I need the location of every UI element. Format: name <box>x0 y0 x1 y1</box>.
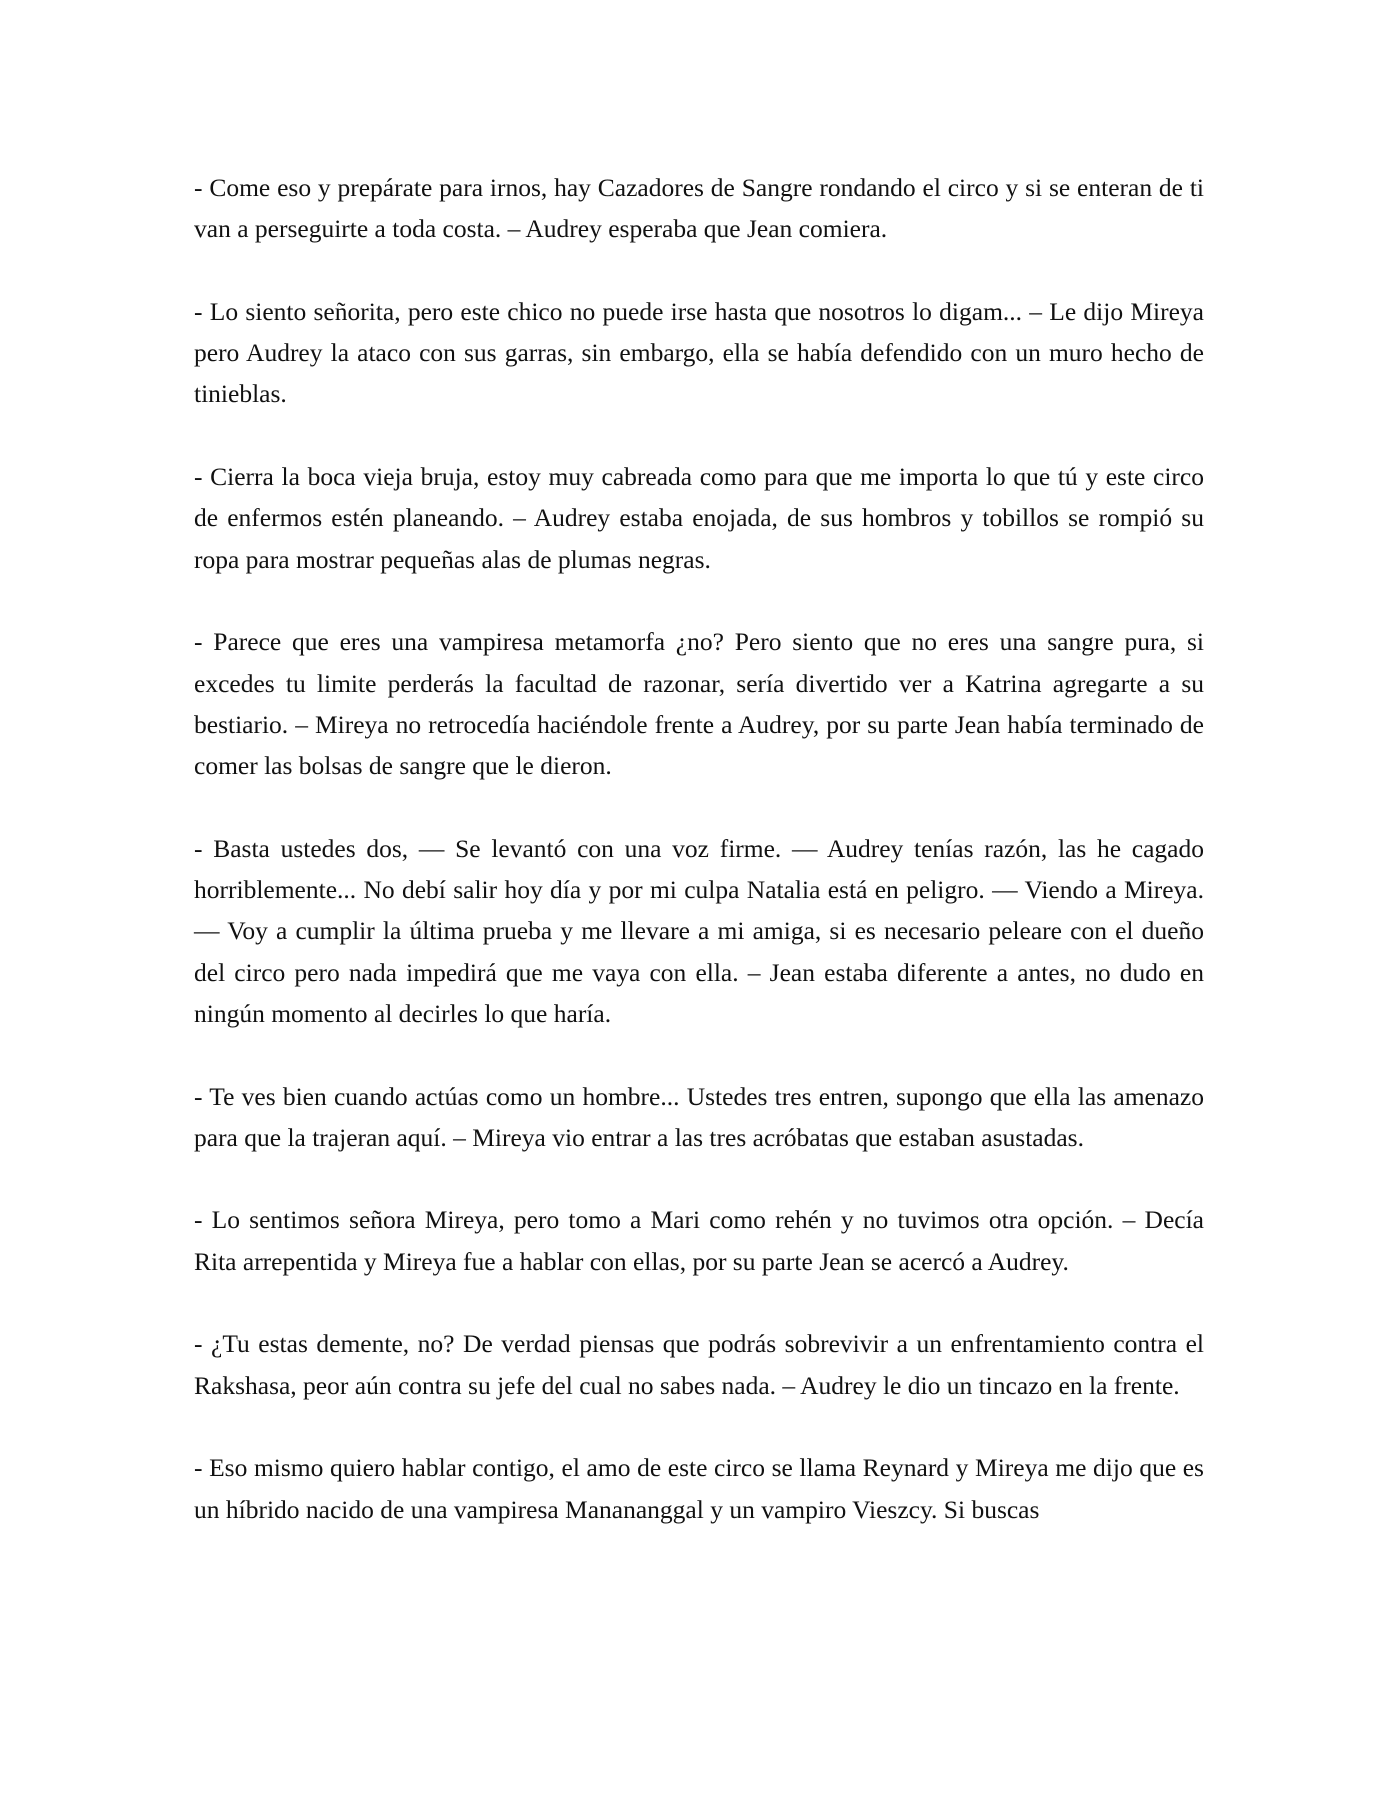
paragraph: - ¿Tu estas demente, no? De verdad piensas que podrás sobrevivir a un enfrentamiento contra el Rakshasa, peor aún contra su jefe del cual no sabes nada. – Audrey le dio un tincazo en la frente. <box>194 1329 1204 1400</box>
paragraph: - Te ves bien cuando actúas como un hombre... Ustedes tres entren, supongo que ella las amenazo para que la trajeran aquí. – Mireya vio entrar a las tres acróbatas que estaban asustadas. <box>194 1081 1204 1152</box>
paragraph: - Eso mismo quiero hablar contigo, el amo de este circo se llama Reynard y Mireya me dijo que es un híbrido nacido de una vampiresa Manananggal y un vampiro Vieszcy. Si buscas <box>194 1453 1204 1524</box>
paragraph: - Lo sentimos señora Mireya, pero tomo a Mari como rehén y no tuvimos otra opción. – Decía Rita arrepentida y Mireya fue a hablar con ellas, por su parte Jean se acercó a Audrey. <box>194 1205 1204 1276</box>
document-body <box>194 167 1204 1530</box>
paragraph: - Lo siento señorita, pero este chico no puede irse hasta que nosotros lo digam... – Le dijo Mireya pero Audrey la ataco con sus garras, sin embargo, ella se había defendido con un muro hecho de tinieblas. <box>194 296 1204 409</box>
paragraph: - Basta ustedes dos, — Se levantó con una voz firme. — Audrey tenías razón, las he cagado horriblemente... No debí salir hoy día y por mi culpa Natalia está en peligro. — Viendo a Mireya. — Voy a cumplir la última prueba y me llevare a mi amiga, si es necesario peleare con el dueño del circo pero nada impedirá que me vaya con ella. – Jean estaba diferente a antes, no dudo en ningún momento al decirles lo que haría. <box>194 833 1204 1028</box>
paragraph: - Parece que eres una vampiresa metamorfa ¿no? Pero siento que no eres una sangre pura, si excedes tu limite perderás la facultad de razonar, sería divertido ver a Katrina agregarte a su bestiario. – Mireya no retrocedía haciéndole frente a Audrey, por su parte Jean había terminado de comer las bolsas de sangre que le dieron. <box>194 627 1204 781</box>
paragraph: - Come eso y prepárate para irnos, hay Cazadores de Sangre rondando el circo y si se enteran de ti van a perseguirte a toda costa. – Audrey esperaba que Jean comiera. <box>194 173 1204 244</box>
paragraph: - Cierra la boca vieja bruja, estoy muy cabreada como para que me importa lo que tú y este circo de enfermos estén planeando. – Audrey estaba enojada, de sus hombros y tobillos se rompió su ropa para mostrar pequeñas alas de plumas negras. <box>194 462 1204 574</box>
